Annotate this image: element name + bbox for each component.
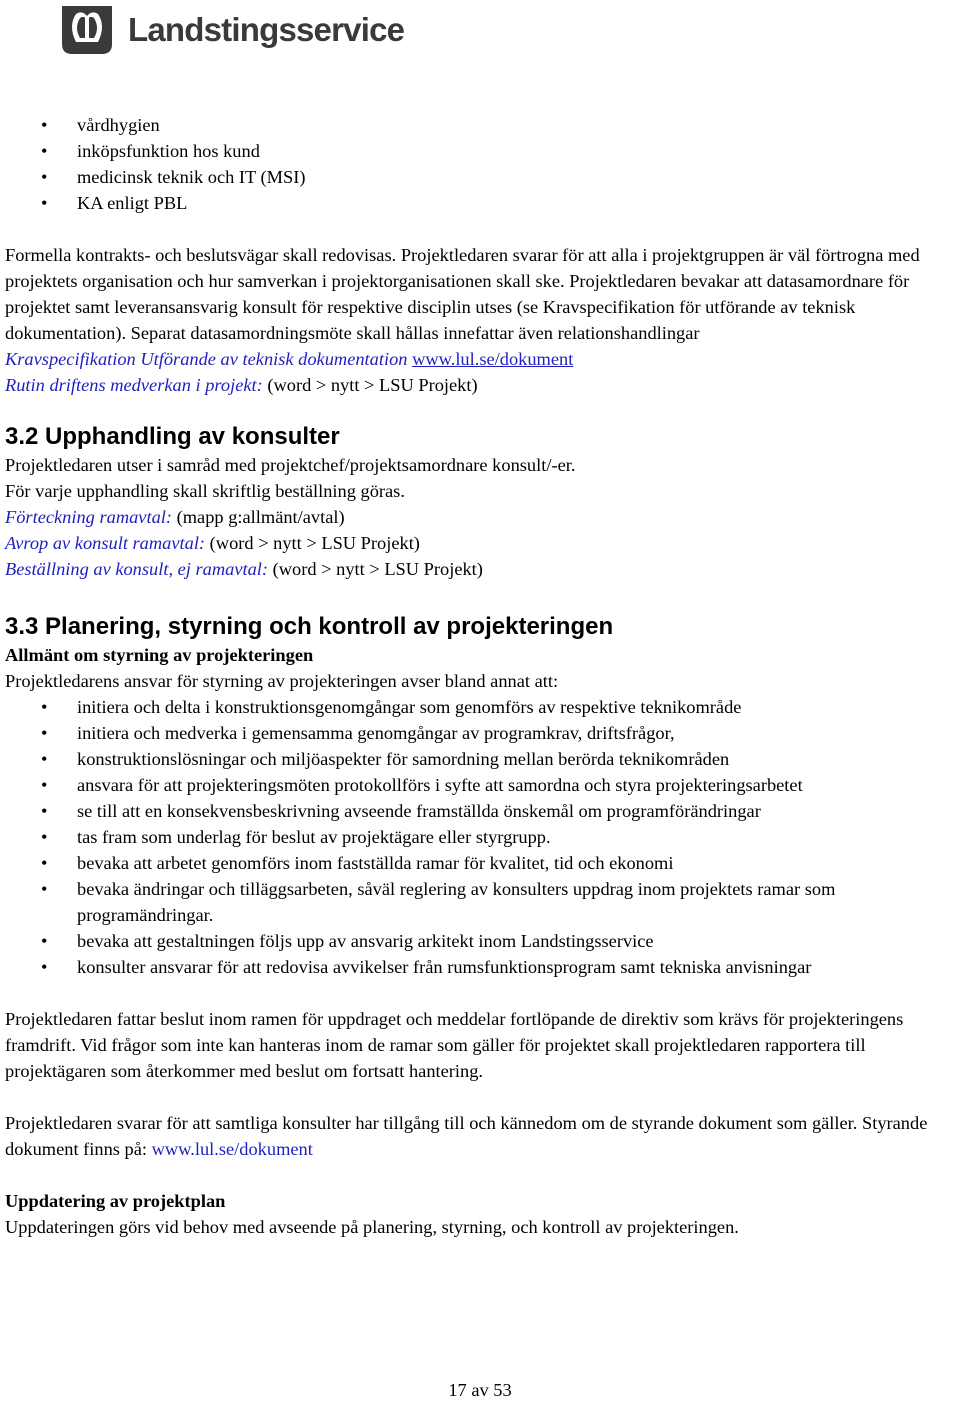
document-body — [5, 112, 960, 1240]
list-item: • bevaka att arbetet genomförs inom fastställda ramar för kvalitet, tid och ekonomi — [5, 850, 960, 876]
section-heading: 3.3 Planering, styrning och kontroll av projekteringen — [5, 613, 614, 640]
reference-path: (mapp g:allmänt/avtal) — [176, 507, 345, 527]
responsibility-bullet-list — [5, 694, 960, 980]
reference-label: Kravspecifikation Utförande av teknisk dokumentation — [5, 349, 408, 369]
body-paragraph: Projektledaren fattar beslut inom ramen för uppdraget och meddelar fortlöpande de direktiv som krävs för projekteringens framdrift. Vid frågor som inte kan hanteras inom de ramar som gäller för projektet skall projektledaren rapportera till projektägaren som återkommer med beslut om fortsatt hantering. — [5, 1009, 904, 1081]
list-item: • konsulter ansvarar för att redovisa avvikelser från rumsfunktionsprogram samt tekniska anvisningar — [5, 954, 960, 980]
body-line: Projektledaren utser i samråd med projektchef/projektsamordnare konsult/-er. — [5, 455, 576, 475]
document-link[interactable]: www.lul.se/dokument — [151, 1139, 313, 1159]
intro-paragraph: Formella kontrakts- och beslutsvägar skall redovisas. Projektledaren svarar för att alla i projektgruppen är väl förtrogna med projektets organisation och hur samverkan i projektorganisationen skall ske. Projektledaren bevakar att datasamordnare för projektet samt leveransansvarig konsult för respektive disciplin utses (se Kravspecifikation för utförande av teknisk dokumentation). Separat datasamordningsmöte skall hållas innefattar även relationshandlingar — [5, 245, 920, 343]
list-item: • bevaka ändringar och tilläggsarbeten, såväl reglering av konsulters uppdrag inom projektets ramar som programändringar. — [5, 876, 960, 928]
body-line: Projektledarens ansvar för styrning av projekteringen avser bland annat att: — [5, 671, 559, 691]
reference-path: (word > nytt > LSU Projekt) — [209, 533, 420, 553]
header-logo — [58, 2, 404, 58]
body-paragraph — [5, 1110, 960, 1162]
reference-path: (word > nytt > LSU Projekt) — [267, 375, 478, 395]
reference-line — [5, 556, 960, 582]
list-item: • initiera och delta i konstruktionsgenomgångar som genomförs av respektive teknikområde — [5, 694, 960, 720]
logo-text: Landstingsservice — [128, 11, 405, 48]
logo-emblem-icon — [58, 2, 116, 58]
subheading: Uppdatering av projektplan — [5, 1191, 226, 1211]
reference-label: Beställning av konsult, ej ramavtal: — [5, 559, 269, 579]
reference-line — [5, 530, 960, 556]
list-item: • medicinsk teknik och IT (MSI) — [5, 164, 960, 190]
body-text: Projektledaren svarar för att samtliga konsulter har tillgång till och kännedom om de styrande dokument som gäller. Styrande dokument finns på: — [5, 1113, 928, 1159]
list-item: • bevaka att gestaltningen följs upp av ansvarig arkitekt inom Landstingsservice — [5, 928, 960, 954]
list-item: • KA enligt PBL — [5, 190, 960, 216]
reference-line — [5, 346, 960, 372]
page-number: 17 av 53 — [448, 1380, 512, 1400]
top-bullet-list — [5, 112, 960, 216]
subheading: Allmänt om styrning av projekteringen — [5, 645, 314, 665]
list-item: • vårdhygien — [5, 112, 960, 138]
document-link[interactable]: www.lul.se/dokument — [412, 349, 574, 369]
body-line: För varje upphandling skall skriftlig beställning göras. — [5, 481, 405, 501]
body-paragraph: Uppdateringen görs vid behov med avseende på planering, styrning, och kontroll av projekteringen. — [5, 1217, 739, 1237]
list-item: • initiera och medverka i gemensamma genomgångar av programkrav, driftsfrågor, — [5, 720, 960, 746]
list-item: • ansvara för att projekteringsmöten protokollförs i syfte att samordna och styra projekteringsarbetet — [5, 772, 960, 798]
list-item: • se till att en konsekvensbeskrivning avseende framställda önskemål om programförändringar — [5, 798, 960, 824]
reference-line — [5, 372, 960, 398]
reference-path: (word > nytt > LSU Projekt) — [272, 559, 483, 579]
reference-label: Förteckning ramavtal: — [5, 507, 173, 527]
reference-label: Rutin driftens medverkan i projekt: — [5, 375, 263, 395]
section-heading: 3.2 Upphandling av konsulter — [5, 423, 340, 450]
list-item: • inköpsfunktion hos kund — [5, 138, 960, 164]
list-item: • tas fram som underlag för beslut av projektägare eller styrgrupp. — [5, 824, 960, 850]
reference-line — [5, 504, 960, 530]
reference-label: Avrop av konsult ramavtal: — [5, 533, 206, 553]
list-item: • konstruktionslösningar och miljöaspekter för samordning mellan berörda teknikområden — [5, 746, 960, 772]
